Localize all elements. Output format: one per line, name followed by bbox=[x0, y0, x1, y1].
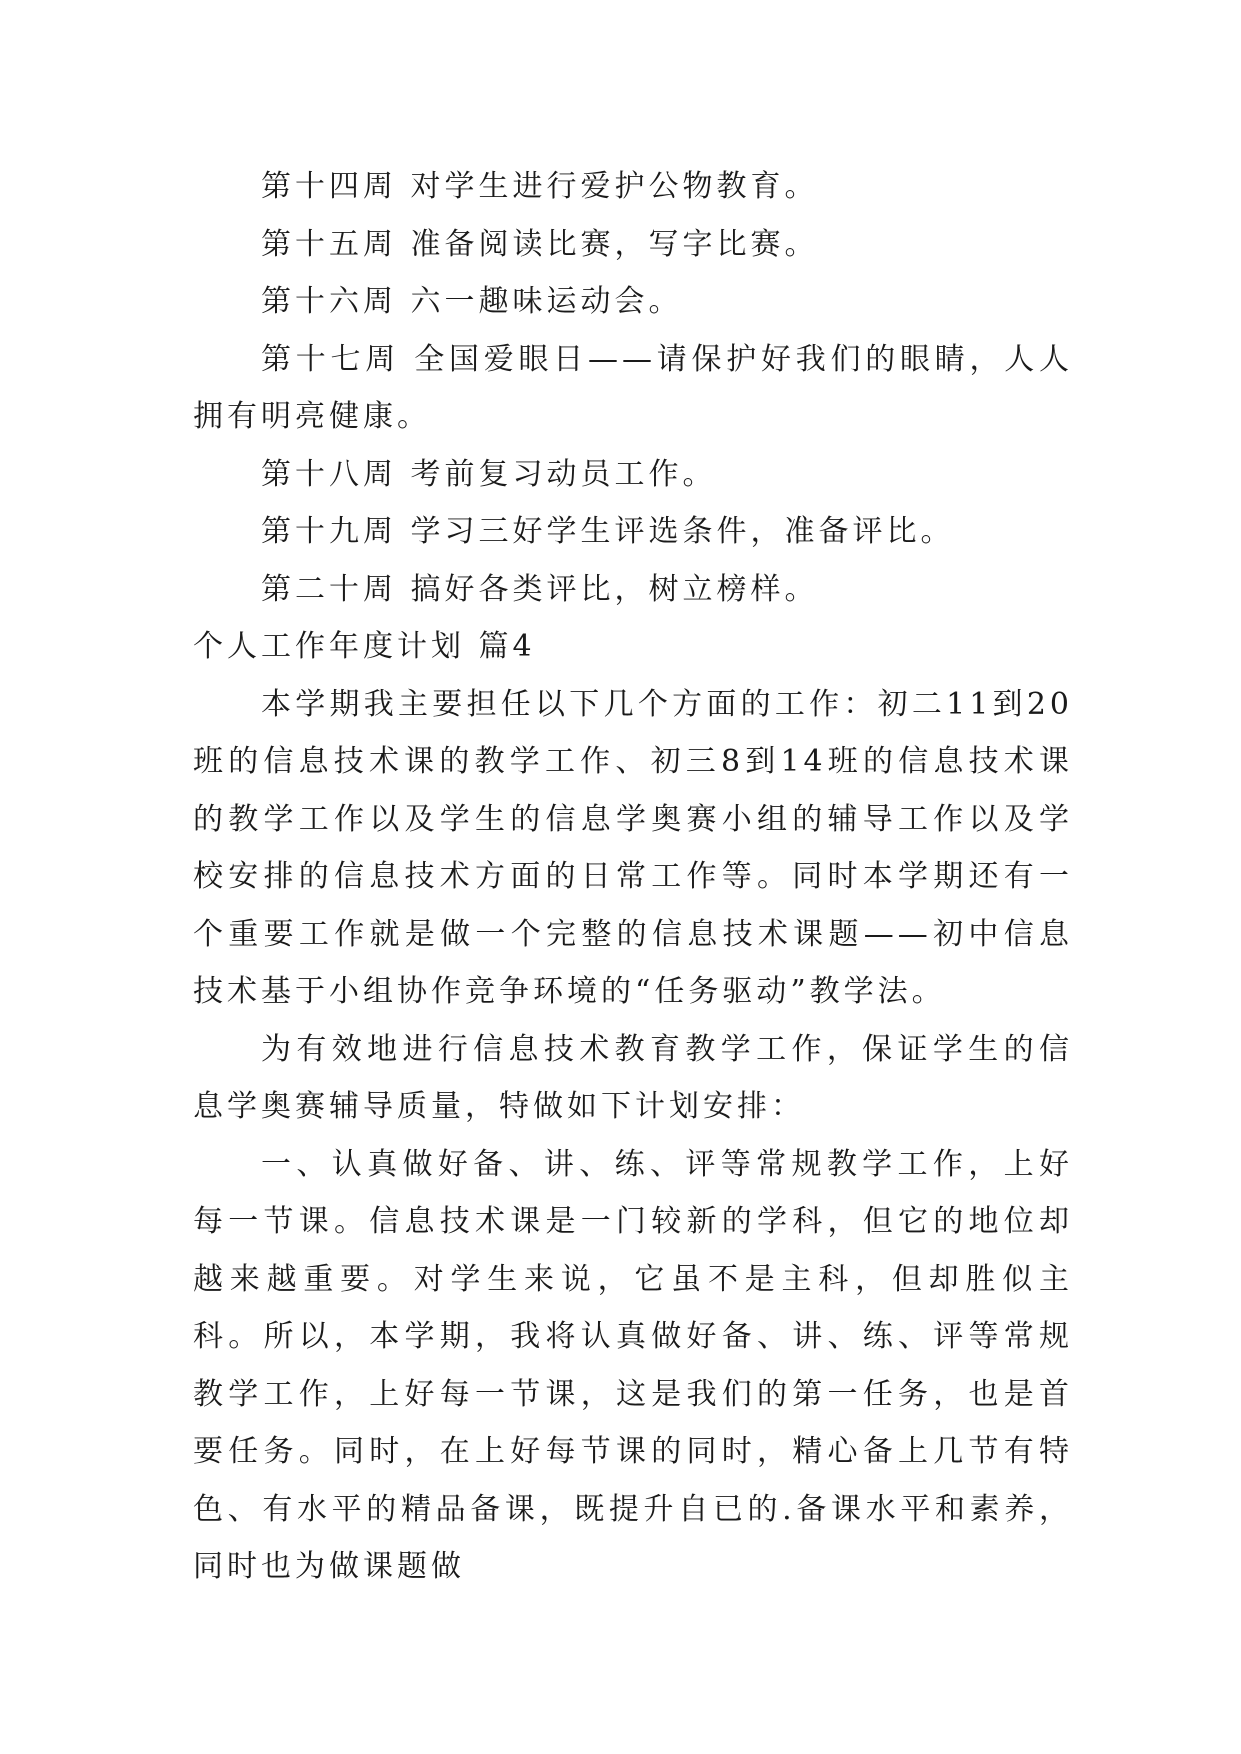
document-body bbox=[193, 158, 1073, 1596]
week-item-17: 第十七周 全国爱眼日——请保护好我们的眼睛，人人拥有明亮健康。 bbox=[193, 341, 1073, 434]
week-item-16: 第十六周 六一趣味运动会。 bbox=[261, 284, 683, 319]
week-item-20: 第二十周 搞好各类评比，树立榜样。 bbox=[261, 571, 819, 607]
section-title: 个人工作年度计划 篇4 bbox=[193, 629, 536, 664]
body-paragraph-teaching: 一、认真做好备、讲、练、评等常规教学工作，上好每一节课。信息技术课是一门较新的学科，但它的地位却越来越重要。对学生来说，它虽不是主科，但却胜似主科。所以，本学期，我将认真做好备、讲、练、评等常规教学工作，上好每一节课，这是我们的第一任务，也是首要任务。同时，在上好每节课的同时，精心备上几节有特色、有水平的精品备课，既提升自已的.备课水平和素养，同时也为做课题做 bbox=[193, 1146, 1073, 1584]
body-paragraph-intro: 本学期我主要担任以下几个方面的工作：初二11到20班的信息技术课的教学工作、初三8到14班的信息技术课的教学工作以及学生的信息学奥赛小组的辅导工作以及学校安排的信息技术方面的日常工作等。同时本学期还有一个重要工作就是做一个完整的信息技术课题——初中信息技术基于小组协作竞争环境的“任务驱动”教学法。 bbox=[193, 686, 1073, 1009]
body-paragraph-plan: 为有效地进行信息技术教育教学工作，保证学生的信息学奥赛辅导质量，特做如下计划安排： bbox=[193, 1031, 1073, 1124]
week-item-14: 第十四周 对学生进行爱护公物教育。 bbox=[261, 169, 819, 204]
week-item-19: 第十九周 学习三好学生评选条件，准备评比。 bbox=[261, 514, 955, 549]
week-item-18: 第十八周 考前复习动员工作。 bbox=[261, 456, 717, 492]
week-item-15: 第十五周 准备阅读比赛，写字比赛。 bbox=[261, 226, 819, 262]
